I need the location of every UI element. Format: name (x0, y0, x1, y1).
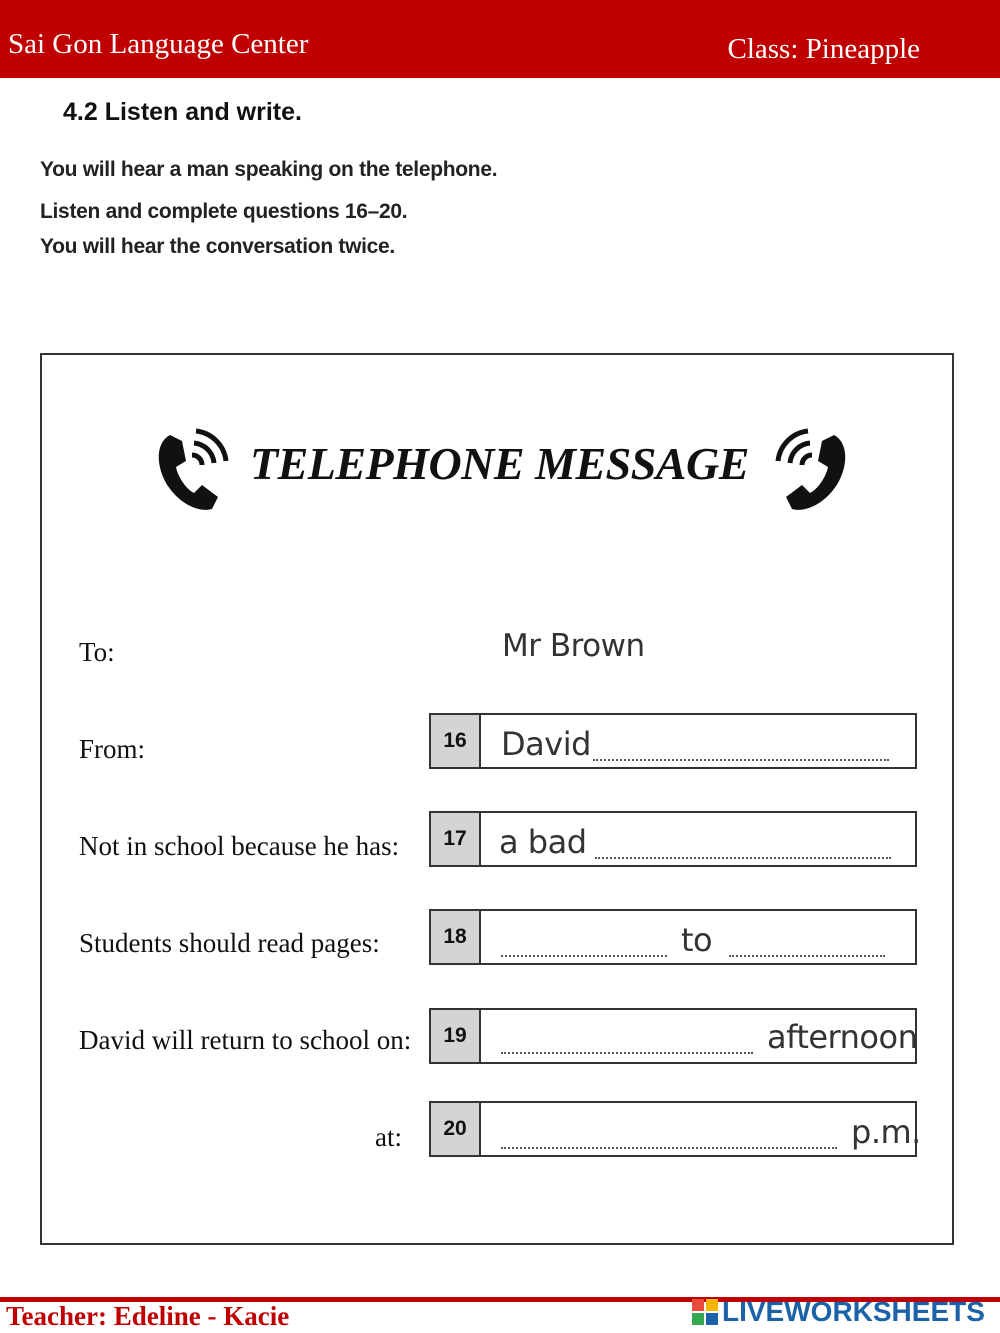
time-label: at: (375, 1122, 402, 1152)
reason-label: Not in school because he has: (79, 831, 400, 861)
prefilled-text: p.m. (851, 1113, 921, 1151)
exercise-heading: 4.2 Listen and write. (63, 98, 302, 126)
instruction-line: You will hear a man speaking on the telephone. (40, 158, 498, 181)
from-label: From: (79, 734, 146, 764)
teacher-name: Teacher: Edeline - Kacie (6, 1301, 290, 1331)
pages-label: Students should read pages: (79, 928, 380, 958)
phone-right-icon (772, 425, 852, 515)
blank-line[interactable] (595, 857, 891, 859)
blank-line-end[interactable] (729, 955, 885, 957)
answer-field-20[interactable] (429, 1101, 921, 1157)
form-title: TELEPHONE MESSAGE (250, 438, 749, 489)
return-day-label: David will return to school on: (79, 1025, 412, 1055)
instruction-line: You will hear the conversation twice. (40, 235, 395, 258)
blank-line[interactable] (501, 1052, 753, 1054)
answer-field-18[interactable] (429, 909, 917, 965)
logo-grid-icon (692, 1299, 718, 1325)
question-number: 19 (431, 1010, 481, 1062)
question-number: 18 (431, 911, 481, 963)
liveworksheets-logo (692, 1296, 985, 1328)
brand-text: LIVEWORKSHEETS (722, 1296, 985, 1327)
class-label: Class: Pineapple (727, 33, 920, 65)
to-value: Mr Brown (502, 628, 645, 664)
question-number: 16 (431, 715, 481, 767)
prefilled-text: David (501, 725, 591, 763)
answer-field-17[interactable] (429, 811, 917, 867)
blank-line[interactable] (501, 1147, 837, 1149)
answer-field-16[interactable] (429, 713, 917, 769)
answer-field-19[interactable] (429, 1008, 917, 1064)
school-name: Sai Gon Language Center (8, 28, 309, 60)
blank-line[interactable] (593, 759, 889, 761)
header-bar (0, 0, 1000, 78)
question-number: 20 (431, 1103, 481, 1155)
prefilled-text: afternoon (767, 1018, 918, 1056)
phone-left-icon (152, 425, 232, 515)
prefilled-text: a bad (499, 823, 587, 861)
instruction-line: Listen and complete questions 16–20. (40, 200, 408, 223)
blank-line-start[interactable] (501, 955, 667, 957)
question-number: 17 (431, 813, 481, 865)
connector-text: to (681, 921, 713, 959)
to-label: To: (79, 637, 115, 667)
